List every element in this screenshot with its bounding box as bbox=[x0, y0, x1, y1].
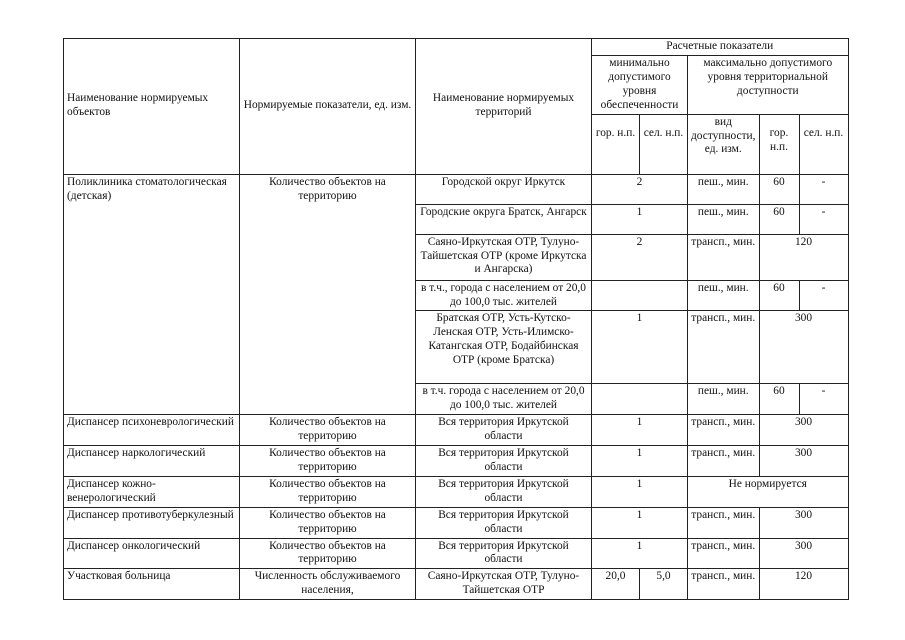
access-type-cell: пеш., мин. bbox=[688, 384, 760, 415]
min-level-cell: 1 bbox=[592, 204, 688, 234]
indicator-cell: Количество объектов на территорию bbox=[240, 446, 416, 477]
header-indicators: Нормируемые показатели, ед. изм. bbox=[240, 39, 416, 175]
access-value-cell: 300 bbox=[759, 507, 848, 538]
min-level-cell: 2 bbox=[592, 174, 688, 204]
territory-cell: Саяно-Иркутская ОТР, Тулуно-Тайшетская ОТР bbox=[416, 569, 592, 600]
table-row bbox=[64, 569, 849, 600]
min-level-cell: 1 bbox=[592, 476, 688, 507]
min-level-cell: 1 bbox=[592, 446, 688, 477]
urban-value-cell: 60 bbox=[759, 280, 799, 311]
table-row bbox=[64, 446, 849, 477]
table-row bbox=[64, 507, 849, 538]
access-type-cell: пеш., мин. bbox=[688, 204, 760, 234]
access-type-cell: трансп., мин. bbox=[688, 507, 760, 538]
urban-value-cell: 60 bbox=[759, 204, 799, 234]
territory-cell: Вся территория Иркутской области bbox=[416, 507, 592, 538]
min-level-cell: 1 bbox=[592, 415, 688, 446]
object-cell: Диспансер кожно-венерологический bbox=[64, 476, 240, 507]
access-value-cell: 300 bbox=[759, 415, 848, 446]
header-urban: гор. н.п. bbox=[592, 114, 640, 174]
access-type-cell: пеш., мин. bbox=[688, 174, 760, 204]
urban-value-cell: 60 bbox=[759, 384, 799, 415]
object-cell: Участковая больница bbox=[64, 569, 240, 600]
rural-value-cell: - bbox=[799, 280, 848, 311]
object-cell: Диспансер психоневрологический bbox=[64, 415, 240, 446]
object-cell: Поликлиника стоматологическая (детская) bbox=[64, 174, 240, 415]
indicator-cell: Количество объектов на территорию bbox=[240, 174, 416, 415]
rural-value-cell: - bbox=[799, 204, 848, 234]
access-type-cell: трансп., мин. bbox=[688, 538, 760, 569]
min-level-cell: 1 bbox=[592, 311, 688, 384]
header-rural-2: сел. н.п. bbox=[799, 114, 848, 174]
access-type-cell: трансп., мин. bbox=[688, 446, 760, 477]
access-value-cell: 300 bbox=[759, 446, 848, 477]
header-min-level: минимально допустимого уровня обеспеченности bbox=[592, 56, 688, 115]
access-type-cell: трансп., мин. bbox=[688, 311, 760, 384]
territory-cell: Саяно-Иркутская ОТР, Тулуно-Тайшетская ОТР (кроме Иркутска и Ангарска) bbox=[416, 234, 592, 280]
territory-cell: Вся территория Иркутской области bbox=[416, 415, 592, 446]
access-value-cell: 120 bbox=[759, 569, 848, 600]
min-level-cell: 1 bbox=[592, 538, 688, 569]
access-value-cell: 120 bbox=[759, 234, 848, 280]
indicator-cell: Количество объектов на территорию bbox=[240, 415, 416, 446]
table-row bbox=[64, 174, 849, 204]
not-normed-cell: Не нормируется bbox=[688, 476, 849, 507]
access-type-cell: трансп., мин. bbox=[688, 234, 760, 280]
table-row bbox=[64, 538, 849, 569]
object-cell: Диспансер наркологический bbox=[64, 446, 240, 477]
territory-cell: Вся территория Иркутской области bbox=[416, 476, 592, 507]
indicator-cell: Количество объектов на территорию bbox=[240, 507, 416, 538]
min-urban-cell: 20,0 bbox=[592, 569, 640, 600]
header-access-type: вид доступности, ед. изм. bbox=[688, 114, 760, 174]
territory-cell: в т.ч., города с населением от 20,0 до 100,0 тыс. жителей bbox=[416, 280, 592, 311]
indicator-cell: Количество объектов на территорию bbox=[240, 538, 416, 569]
access-value-cell: 300 bbox=[759, 311, 848, 384]
territory-cell: Городские округа Братск, Ангарск bbox=[416, 204, 592, 234]
object-cell: Диспансер противотуберкулезный bbox=[64, 507, 240, 538]
header-object: Наименование нормируемых объектов bbox=[64, 39, 240, 175]
header-calculated: Расчетные показатели bbox=[592, 39, 849, 56]
header-max-access: максимально допустимого уровня территориальной доступности bbox=[688, 56, 849, 115]
access-type-cell: трансп., мин. bbox=[688, 415, 760, 446]
access-type-cell: пеш., мин. bbox=[688, 280, 760, 311]
rural-value-cell: - bbox=[799, 384, 848, 415]
territory-cell: Городской округ Иркутск bbox=[416, 174, 592, 204]
table-row bbox=[64, 476, 849, 507]
min-level-cell: 2 bbox=[592, 234, 688, 280]
urban-value-cell: 60 bbox=[759, 174, 799, 204]
access-value-cell: 300 bbox=[759, 538, 848, 569]
access-type-cell: трансп., мин. bbox=[688, 569, 760, 600]
norms-table bbox=[63, 38, 849, 600]
rural-value-cell: - bbox=[799, 174, 848, 204]
min-rural-cell: 5,0 bbox=[640, 569, 688, 600]
min-level-cell bbox=[592, 280, 688, 311]
table-row bbox=[64, 415, 849, 446]
min-level-cell bbox=[592, 384, 688, 415]
territory-cell: Вся территория Иркутской области bbox=[416, 538, 592, 569]
indicator-cell: Количество объектов на территорию bbox=[240, 476, 416, 507]
min-level-cell: 1 bbox=[592, 507, 688, 538]
territory-cell: Вся территория Иркутской области bbox=[416, 446, 592, 477]
territory-cell: в т.ч. города с населением от 20,0 до 100,0 тыс. жителей bbox=[416, 384, 592, 415]
indicator-cell: Численность обслуживаемого населения, bbox=[240, 569, 416, 600]
header-rural: сел. н.п. bbox=[640, 114, 688, 174]
header-urban-2: гор. н.п. bbox=[759, 114, 799, 174]
object-cell: Диспансер онкологический bbox=[64, 538, 240, 569]
header-territory: Наименование нормируемых территорий bbox=[416, 39, 592, 175]
territory-cell: Братская ОТР, Усть-Кутско-Ленская ОТР, Усть-Илимско-Катангская ОТР, Бодайбинская ОТР (кроме Братска) bbox=[416, 311, 592, 384]
